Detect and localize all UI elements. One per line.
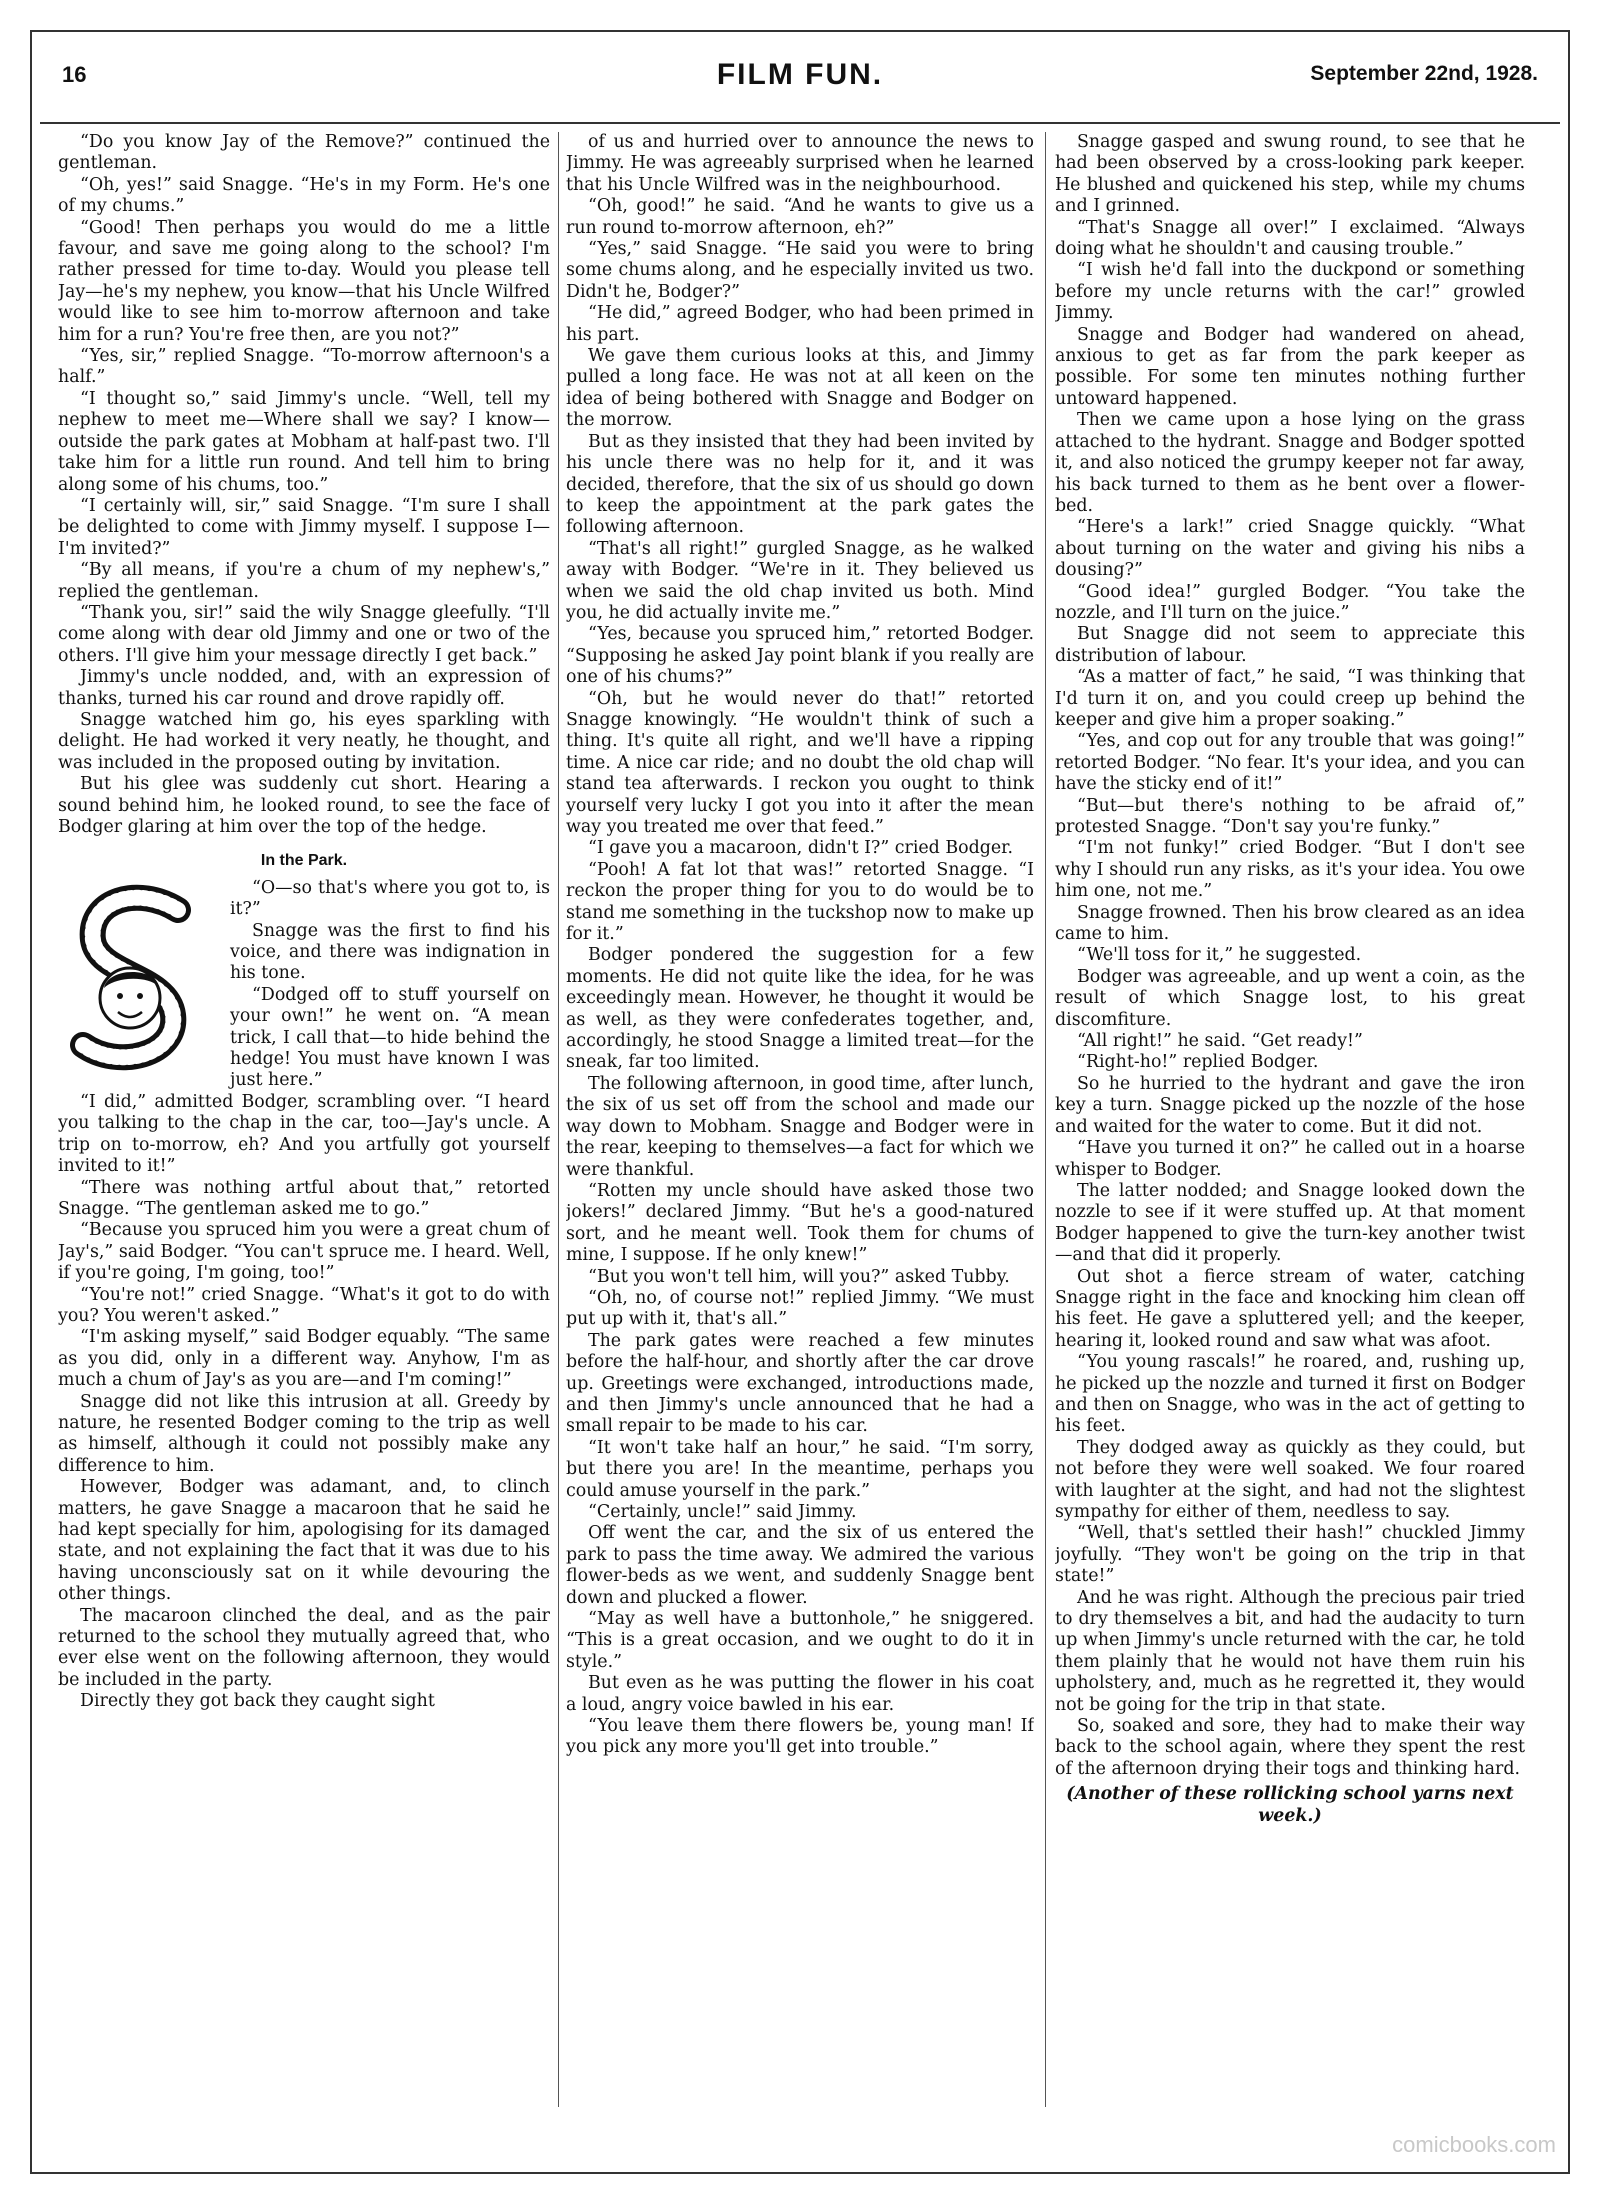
paragraph: “Oh, no, of course not!” replied Jimmy. “We must put up with it, that's all.”	[566, 1287, 1034, 1330]
paragraph: “As a matter of fact,” he said, “I was thinking that I'd turn it on, and you could creep up behind the keeper and give him a proper soaking.”	[1055, 667, 1525, 730]
paragraph: “Thank you, sir!” said the wily Snagge gleefully. “I'll come along with dear old Jimmy and one or two of the others. I'll give him your message directly I get back.”	[58, 602, 550, 666]
paragraph: The latter nodded; and Snagge looked down the nozzle to see if it were stuffed up. At that moment Bodger happened to give the turn-key another twist—and that did it properly.	[1055, 1180, 1525, 1266]
paragraph: Bodger pondered the suggestion for a few moments. He did not quite like the idea, for he was exceedingly mean. However, he thought it would be as well, as they were confederates together, and, accordingly, he stood Snagge a limited treat—for the sneak, far too limited.	[566, 945, 1034, 1073]
column-3	[1055, 132, 1525, 2107]
paragraph: “You leave them there flowers be, young man! If you pick any more you'll get into trouble.”	[566, 1716, 1034, 1758]
column-divider	[1045, 132, 1046, 2107]
paragraph: “Dodged off to stuff yourself on your own!” he went on. “A mean trick, I call that—to hide behind the hedge! You must have known I was just here.”	[230, 984, 550, 1091]
publication-title: FILM FUN.	[716, 58, 884, 91]
paragraph: “Oh, yes!” said Snagge. “He's in my Form. He's one of my chums.”	[58, 174, 550, 217]
paragraph: And he was right. Although the precious pair tried to dry themselves a bit, and had the audacity to turn up when Jimmy's uncle returned with the car, he told them plainly that he would not have them ruin his upholstery, and, much as he regretted it, they would not be going for the trip in that state.	[1055, 1587, 1525, 1715]
paragraph: “I certainly will, sir,” said Snagge. “I'm sure I shall be delighted to come with Jimmy myself. I suppose I—I'm invited?”	[58, 495, 550, 559]
paragraph: “There was nothing artful about that,” retorted Snagge. “The gentleman asked me to go.”	[58, 1177, 550, 1219]
paragraph: Jimmy's uncle nodded, and, with an expression of thanks, turned his car round and drove rapidly off.	[58, 667, 550, 709]
paragraph: “I'm not funky!” cried Bodger. “But I don't see why I should run any risks, as it's your idea. You owe him one, not me.”	[1055, 838, 1525, 902]
paragraph: “He did,” agreed Bodger, who had been primed in his part.	[566, 303, 1034, 345]
paragraph: They dodged away as quickly as they could, but not before they were well soaked. We four roared with laughter at the sight, and had not the slightest sympathy for either of them, needless to say.	[1055, 1437, 1525, 1522]
paragraph: Off went the car, and the six of us entered the park to pass the time away. We admired the various flower-beds as we went, and suddenly Snagge bent down and plucked a flower.	[566, 1523, 1034, 1608]
paragraph: Out shot a fierce stream of water, catching Snagge right in the face and knocking him clean off his feet. He gave a spluttered yell; and the keeper, hearing it, looked round and saw what was afoot.	[1055, 1266, 1525, 1351]
issue-date: September 22nd, 1928.	[1310, 62, 1538, 85]
column-2-paragraphs	[566, 132, 1034, 1759]
paragraph: “Have you turned it on?” he called out in a hoarse whisper to Bodger.	[1055, 1138, 1525, 1180]
paragraph: “Pooh! A fat lot that was!” retorted Snagge. “I reckon the proper thing for you to do would be to stand me something in the tuckshop now to make up for it.”	[566, 859, 1034, 945]
dropcap-s-letter-with-face	[58, 880, 218, 1080]
paragraph: “That's all right!” gurgled Snagge, as he walked away with Bodger. “We're in it. They believed us when we said the old chap invited us both. Mind you, he did actually invite me.”	[566, 538, 1034, 623]
paragraph: The macaroon clinched the deal, and as the pair returned to the school they mutually agreed that, who ever else went on the following afternoon, they would be included in the party.	[58, 1605, 550, 1690]
paragraph: “I gave you a macaroon, didn't I?” cried Bodger.	[588, 838, 1014, 859]
paragraph: “May as well have a buttonhole,” he sniggered. “This is a great occasion, and we ought to do it in style.”	[566, 1609, 1034, 1672]
dropcap-letter: S	[196, 1075, 197, 1077]
paragraph: Snagge and Bodger had wandered on ahead, anxious to get as far from the park keeper as possible. For some ten minutes nothing further untoward happened.	[1055, 324, 1525, 409]
paragraph: “Certainly, uncle!” said Jimmy.	[588, 1502, 857, 1522]
paragraph: “Oh, good!” he said. “And he wants to give us a run round to-morrow afternoon, eh?”	[566, 196, 1034, 238]
paragraph: “Good idea!” gurgled Bodger. “You take the nozzle, and I'll turn on the juice.”	[1055, 581, 1525, 623]
paragraph: But as they insisted that they had been invited by his uncle there was no help for it, and it was decided, therefore, that the six of us should go down to keep the appointment at the park gates the following afternoon.	[566, 431, 1034, 538]
paragraph: The park gates were reached a few minutes before the half-hour, and shortly after the car drove up. Greetings were exchanged, introductions made, and then Jimmy's uncle announced that he had a small repair to be made to his car.	[566, 1330, 1034, 1437]
column-divider	[558, 132, 559, 2107]
paragraph: “I'm asking myself,” said Bodger equably. “The same as you did, only in a different way. Anyhow, I'm as much a chum of Jay's as you are—and I'm coming!”	[58, 1327, 550, 1391]
paragraph: “Rotten my uncle should have asked those two jokers!” declared Jimmy. “But he's a good-natured sort, and he meant well. Took them for chums of mine, I suppose. If he only knew!”	[566, 1180, 1034, 1266]
paragraph: “O—so that's where you got to, is it?”	[230, 877, 550, 920]
paragraph: “Yes, and cop out for any trouble that was going!” retorted Bodger. “No fear. It's your idea, and you can have the sticky end of it!”	[1055, 731, 1525, 795]
paragraph: “I thought so,” said Jimmy's uncle. “Well, tell my nephew to meet me—Where shall we say? I know—outside the park gates at Mobham at half-past two. I'll take him for a little run round. And tell him to bring along some of his chums, too.”	[58, 388, 550, 495]
paragraph: “You're not!” cried Snagge. “What's it got to do with you? You weren't asked.”	[58, 1284, 550, 1326]
paragraph: So, soaked and sore, they had to make their way back to the school again, where they spent the rest of the afternoon drying their togs and thinking hard.	[1055, 1716, 1525, 1779]
paragraph: of us and hurried over to announce the news to Jimmy. He was agreeably surprised when he learned that his Uncle Wilfred was in the neighbourhood.	[566, 132, 1034, 195]
header-rule	[40, 122, 1560, 124]
column-2	[566, 132, 1034, 2107]
paragraph: Snagge frowned. Then his brow cleared as an idea came to him.	[1055, 902, 1525, 945]
paragraph: “I wish he'd fall into the duckpond or something before my uncle returns with the car!” growled Jimmy.	[1055, 260, 1525, 324]
paragraph: Snagge did not like this intrusion at all. Greedy by nature, he resented Bodger coming to the trip as well as himself, although it could not possibly make any difference to him.	[58, 1391, 550, 1476]
paragraph: Snagge was the first to find his voice, and there was indignation in his tone.	[230, 920, 550, 984]
paragraph: “Because you spruced him you were a great chum of Jay's,” said Bodger. “You can't spruce me. I heard. Well, if you're going, I'm going, too!”	[58, 1220, 550, 1284]
subheading: In the Park.	[260, 852, 348, 870]
paragraph: “You young rascals!” he roared, and, rushing up, he picked up the nozzle and turned it first on Bodger and then on Snagge, who was in the act of getting to his feet.	[1055, 1352, 1525, 1437]
paragraph: “Yes, sir,” replied Snagge. “To-morrow afternoon's a half.”	[58, 346, 550, 388]
paragraph: Then we came upon a hose lying on the grass attached to the hydrant. Snagge and Bodger spotted it, and also noticed the grumpy keeper not far away, his back turned to them as he bent over a flower-bed.	[1055, 410, 1525, 516]
paragraph: “Good! Then perhaps you would do me a little favour, and save me going along to the school? I'm rather pressed for time to-day. Would you please tell Jay—he's my nephew, you know—that his Uncle Wilfred would like to see him to-morrow afternoon and take him for a run? You're free then, are you not?”	[58, 217, 550, 345]
column-1	[58, 132, 550, 2107]
paragraph: “All right!” he said. “Get ready!”	[1077, 1031, 1363, 1052]
paragraph: “By all means, if you're a chum of my nephew's,” replied the gentleman.	[58, 560, 550, 602]
paragraph: “It won't take half an hour,” he said. “I'm sorry, but there you are! In the meantime, perhaps you could amuse yourself in the park.”	[566, 1437, 1034, 1501]
paragraph: “We'll toss for it,” he suggested.	[1077, 945, 1362, 966]
paragraph: But even as he was putting the flower in his coat a loud, angry voice bawled in his ear.	[566, 1673, 1034, 1715]
paragraph: “I did,” admitted Bodger, scrambling over. “I heard you talking to the chap in the car, too—Jay's uncle. A trip on to-morrow, eh? And you artfully got yourself invited to it!”	[58, 1091, 550, 1177]
column-1-paragraphs	[58, 132, 550, 838]
dropcap-illustration	[58, 880, 218, 1080]
paragraph: But his glee was suddenly cut short. Hearing a sound behind him, he looked round, to see the face of Bodger glaring at him over the top of the hedge.	[58, 774, 550, 837]
paragraph: “Oh, but he would never do that!” retorted Snagge knowingly. “He wouldn't think of such a thing. It's quite all right, and we'll have a ripping time. A nice car ride; and no doubt the old chap will stand tea afterwards. I reckon you ought to think yourself very lucky I got you into it after the mean way you treated me over that feed.”	[566, 688, 1034, 837]
paragraph: “Well, that's settled their hash!” chuckled Jimmy joyfully. “They won't be going on the trip in that state!”	[1055, 1523, 1525, 1587]
paragraph: Snagge watched him go, his eyes sparkling with delight. He had worked it very neatly, he thought, and was included in the proposed outing by invitation.	[58, 709, 550, 773]
paragraph: “Right-ho!” replied Bodger.	[1077, 1052, 1319, 1073]
paragraph: “Here's a lark!” cried Snagge quickly. “What about turning on the water and giving his nibs a dousing?”	[1055, 517, 1525, 581]
next-week-note: (Another of these rollicking school yarns next week.)	[1066, 1784, 1514, 1826]
paragraph: Snagge gasped and swung round, to see that he had been observed by a cross-looking park keeper. He blushed and quickened his step, while my chums and I grinned.	[1055, 132, 1525, 217]
paragraph: Directly they got back they caught sight	[80, 1691, 435, 1712]
paragraph: “Yes, because you spruced him,” retorted Bodger. “Supposing he asked Jay point blank if you really are one of his chums?”	[566, 624, 1034, 688]
paragraph: But Snagge did not seem to appreciate this distribution of labour.	[1055, 624, 1525, 666]
paragraph: Bodger was agreeable, and up went a coin, as the result of which Snagge lost, to his great discomfiture.	[1055, 966, 1525, 1030]
page-header	[40, 52, 1560, 112]
paragraph: “But—but there's nothing to be afraid of,” protested Snagge. “Don't say you're funky.”	[1055, 795, 1525, 837]
page-number: 16	[62, 62, 87, 87]
paragraph: The following afternoon, in good time, after lunch, the six of us set off from the school and made our way down to Mobham. Snagge and Bodger were in the rear, keeping to themselves—a fact for which we were thankful.	[566, 1073, 1034, 1180]
paragraph: “That's Snagge all over!” I exclaimed. “Always doing what he shouldn't and causing trouble.”	[1055, 217, 1525, 260]
paragraph: “But you won't tell him, will you?” asked Tubby.	[588, 1266, 1010, 1287]
paragraph: “Do you know Jay of the Remove?” continued the gentleman.	[58, 132, 550, 174]
paragraph: “Yes,” said Snagge. “He said you were to bring some chums along, and he especially invited us two. Didn't he, Bodger?”	[566, 239, 1034, 302]
paragraph: However, Bodger was adamant, and, to clinch matters, he gave Snagge a macaroon that he said he had kept specially for him, apologising for its damaged state, and not explaining the fact that it was due to his having unconsciously sat on it while devouring the other things.	[58, 1477, 550, 1605]
column-3-paragraphs	[1055, 132, 1525, 1780]
watermark: comicbooks.com	[1392, 2132, 1556, 2157]
paragraph: We gave them curious looks at this, and Jimmy pulled a long face. He was not at all keen on the idea of being bothered with Snagge and Bodger on the morrow.	[566, 346, 1034, 431]
paragraph: So he hurried to the hydrant and gave the iron key a turn. Snagge picked up the nozzle of the hose and waited for the water to come. But it did not.	[1055, 1073, 1525, 1137]
